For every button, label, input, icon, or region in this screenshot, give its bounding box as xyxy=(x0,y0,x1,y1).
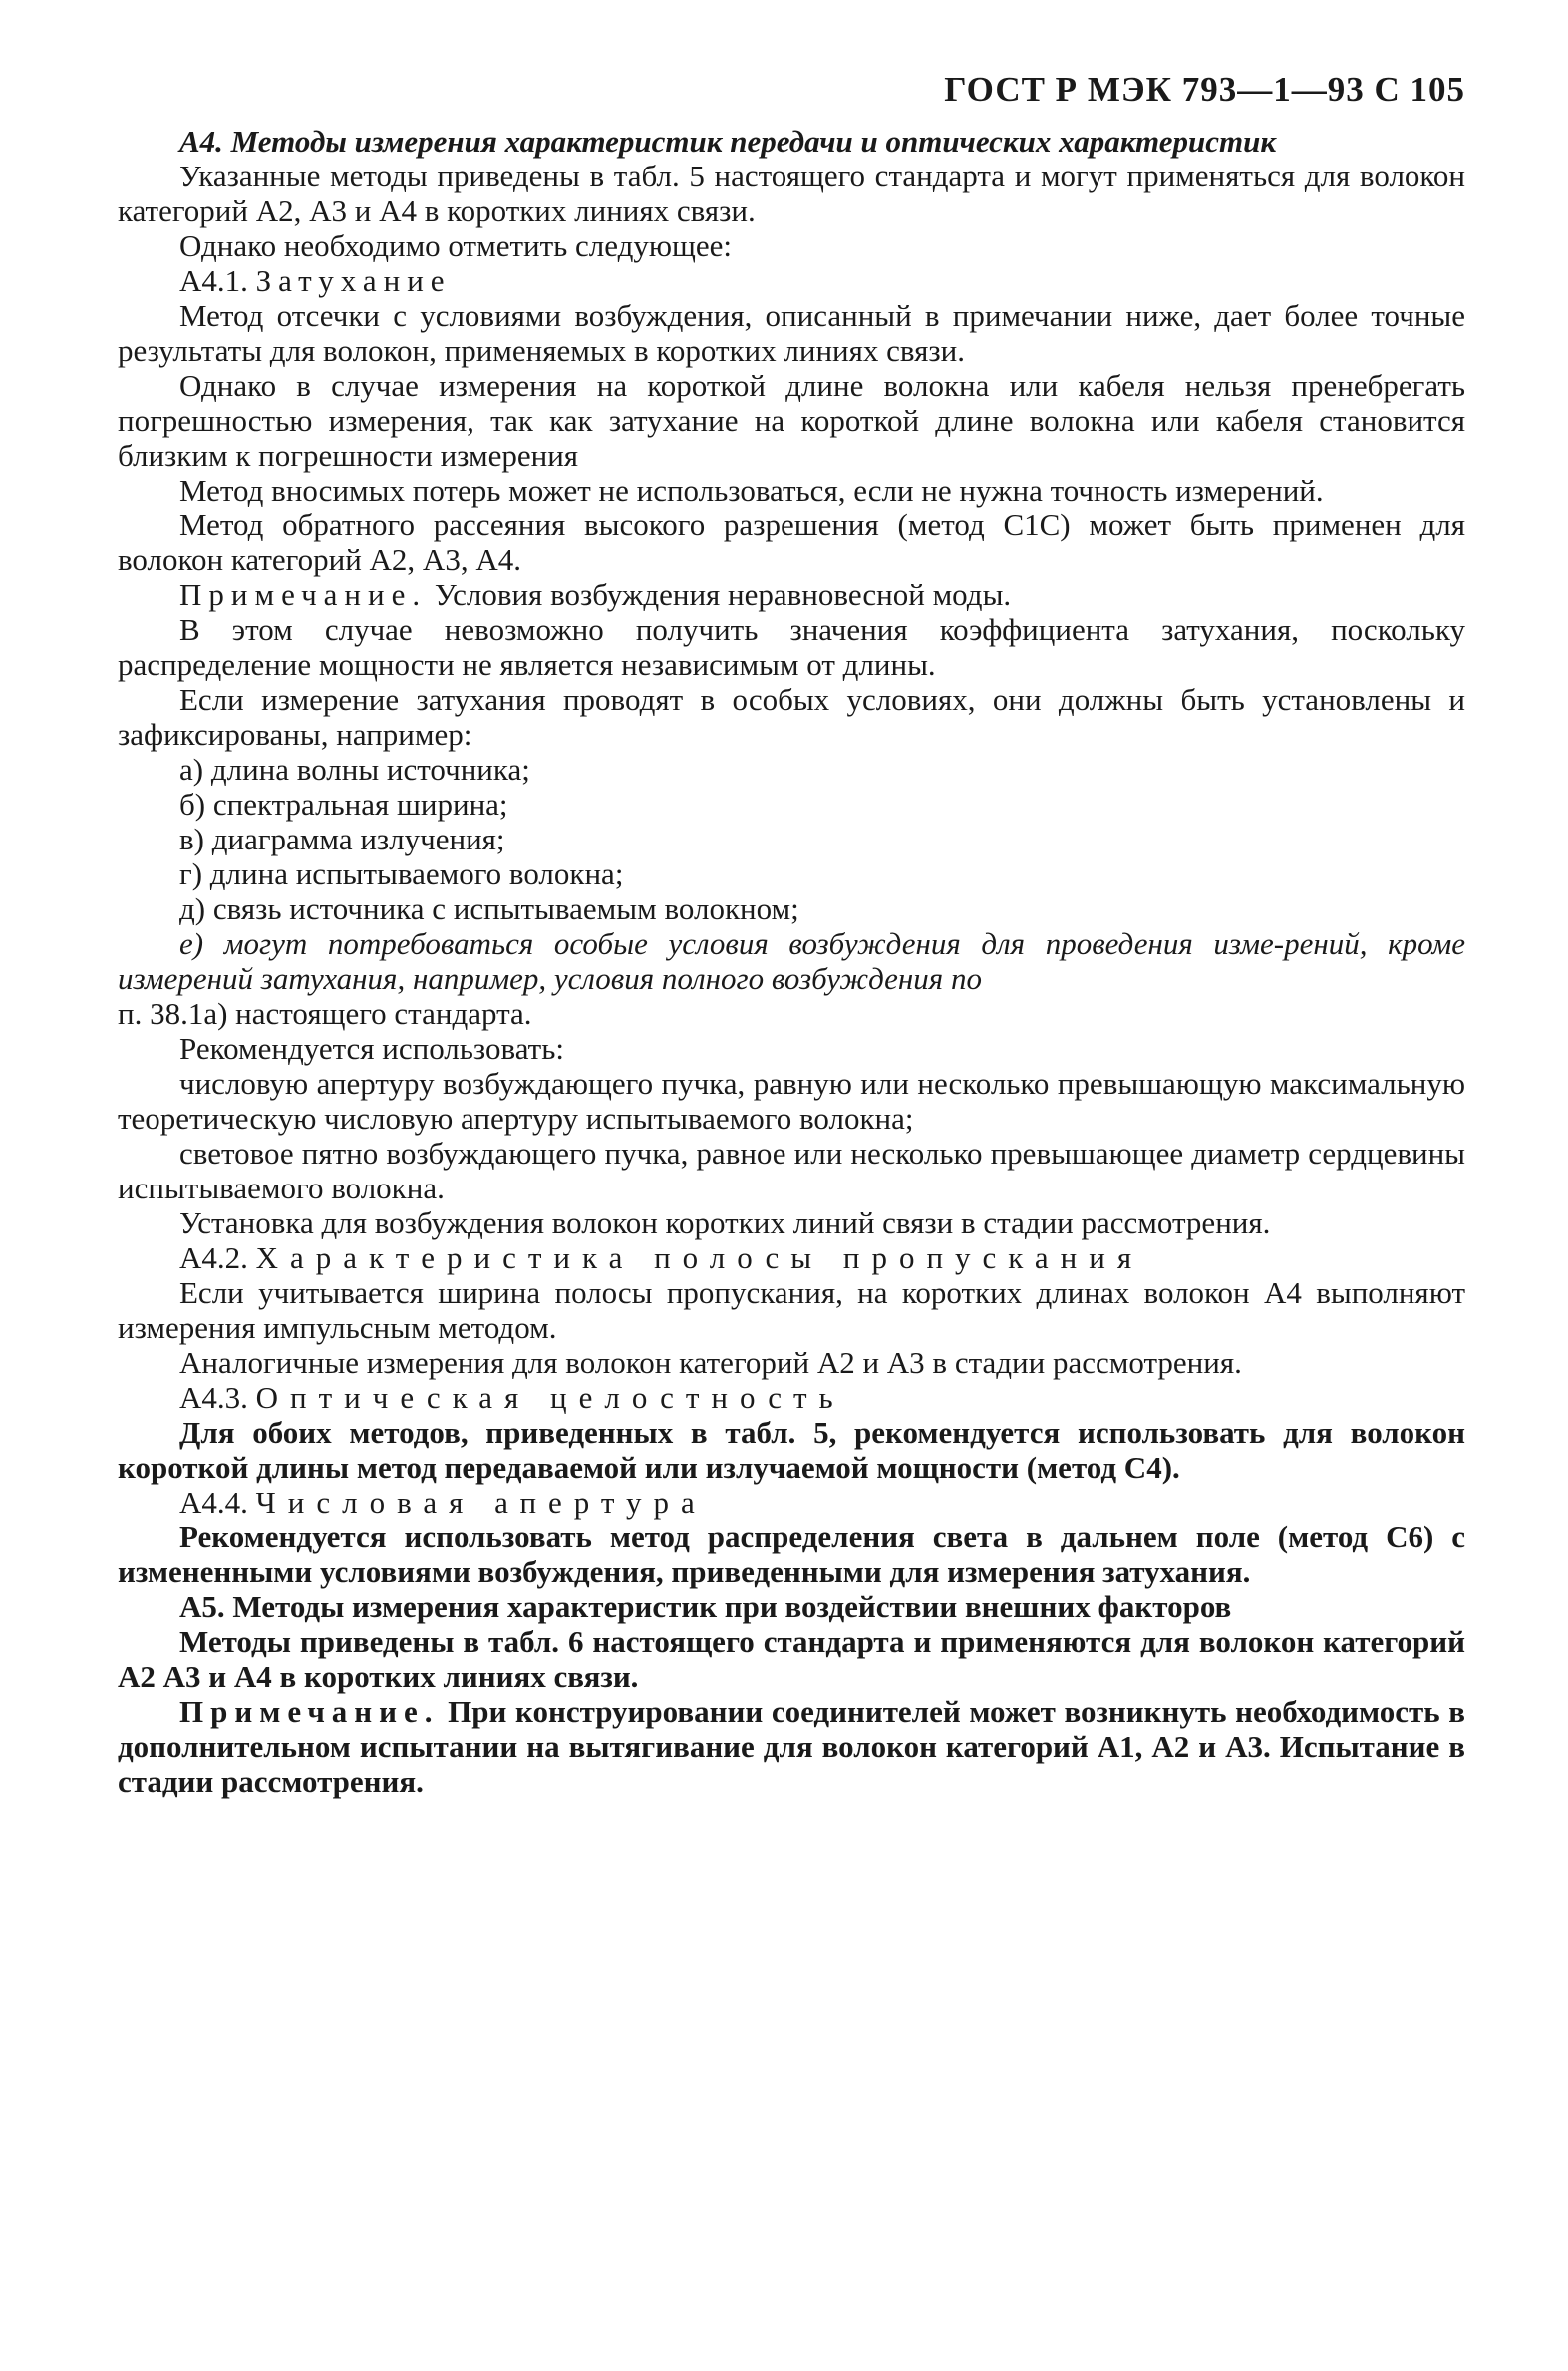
list-item: в) диаграмма излучения; xyxy=(179,822,505,856)
subsection-title: Затухание xyxy=(255,263,452,298)
paragraph: Рекомендуется использовать метод распределения света в дальнем поле (метод С6) с измененными условиями возбуждения, приведенными для измерения затухания. xyxy=(118,1520,1465,1589)
note-text: Условия возбуждения неравновесной моды. xyxy=(427,577,1012,612)
note-label: Примечание. xyxy=(179,577,428,612)
paragraph: Указанные методы приведены в табл. 5 настоящего стандарта и могут применяться для волокон категорий А2, А3 и А4 в коротких линиях связи. xyxy=(118,159,1465,228)
note-paragraph xyxy=(118,1694,1465,1799)
list-item: а) длина волны источника; xyxy=(179,752,530,787)
note-label: Примечание. xyxy=(179,1694,440,1729)
paragraph: Метод отсечки с условиями возбуждения, описанный в примечании ниже, дает более точные результаты для волокон, применяемых в коротких линиях связи. xyxy=(118,298,1465,368)
list-item: б) спектральная ширина; xyxy=(179,787,508,822)
paragraph: Однако необходимо отметить следующее: xyxy=(179,228,733,263)
paragraph: Аналогичные измерения для волокон категорий А2 и А3 в стадии рассмотрения. xyxy=(179,1345,1242,1380)
paragraph: Если измерение затухания проводят в особых условиях, они должны быть установлены и зафиксированы, например: xyxy=(118,682,1465,752)
paragraph: Методы приведены в табл. 6 настоящего стандарта и применяются для волокон категорий А2 А3 и А4 в коротких линиях связи. xyxy=(118,1624,1465,1694)
page-header: ГОСТ Р МЭК 793—1—93 С 105 xyxy=(944,70,1465,109)
subsection-number: А4.2. xyxy=(179,1240,248,1275)
paragraph: Рекомендуется использовать: xyxy=(179,1031,564,1066)
paragraph: Однако в случае измерения на короткой длине волокна или кабеля нельзя пренебрегать погрешностью измерения, так как затухание на короткой длине волокна или кабеля становится близким к погрешности измерения xyxy=(118,368,1465,473)
list-item: е) могут потребоваться особые условия возбуждения для проведения изме-рений, кроме измерений затухания, например, условия полного возбуждения по xyxy=(118,926,1465,996)
list-item-continued: п. 38.1а) настоящего стандарта. xyxy=(118,996,532,1031)
paragraph: Метод обратного рассеяния высокого разрешения (метод С1С) может быть применен для волокон категорий А2, А3, А4. xyxy=(118,508,1465,577)
subsection-title: Оптическая целостность xyxy=(255,1380,845,1415)
list-item: д) связь источника с испытываемым волокном; xyxy=(179,891,799,926)
paragraph: Для обоих методов, приведенных в табл. 5, рекомендуется использовать для волокон короткой длины метод передаваемой или излучаемой мощности (метод С4). xyxy=(118,1415,1465,1485)
paragraph: Если учитывается ширина полосы пропускания, на коротких длинах волокон А4 выполняют измерения импульсным методом. xyxy=(118,1275,1465,1345)
document-page xyxy=(118,70,1465,1799)
subsection-a44-heading xyxy=(118,1485,1465,1520)
subsection-number: А4.4. xyxy=(179,1485,248,1520)
paragraph: световое пятно возбуждающего пучка, равное или несколько превышающее диаметр сердцевины испытываемого волокна. xyxy=(118,1136,1465,1205)
section-a5-title: А5. Методы измерения характеристик при воздействии внешних факторов xyxy=(179,1589,1232,1624)
note-text: При конструировании соединителей может возникнуть необходимость в дополнительном испытании на вытягивание для волокон категорий А1, А2 и А3. Испытание в стадии рассмотрения. xyxy=(118,1694,1465,1799)
subsection-title: Числовая апертура xyxy=(255,1485,707,1520)
subsection-a43-heading xyxy=(118,1380,1465,1415)
subsection-number: А4.1. xyxy=(179,263,248,298)
paragraph: числовую апертуру возбуждающего пучка, равную или несколько превышающую максимальную теоретическую числовую апертуру испытываемого волокна; xyxy=(118,1066,1465,1136)
subsection-a42-heading xyxy=(118,1240,1465,1275)
list-item: г) длина испытываемого волокна; xyxy=(179,856,624,891)
subsection-number: А4.3. xyxy=(179,1380,248,1415)
subsection-title: Характеристика полосы пропускания xyxy=(255,1240,1144,1275)
subsection-a41-heading xyxy=(118,263,1465,298)
paragraph: В этом случае невозможно получить значения коэффициента затухания, поскольку распределение мощности не является независимым от длины. xyxy=(118,612,1465,682)
section-a4-title: А4. Методы измерения характеристик передачи и оптических характеристик xyxy=(179,124,1277,159)
paragraph: Установка для возбуждения волокон коротких линий связи в стадии рассмотрения. xyxy=(179,1205,1271,1240)
paragraph: Метод вносимых потерь может не использоваться, если не нужна точность измерений. xyxy=(179,473,1324,508)
note-paragraph xyxy=(118,577,1465,612)
